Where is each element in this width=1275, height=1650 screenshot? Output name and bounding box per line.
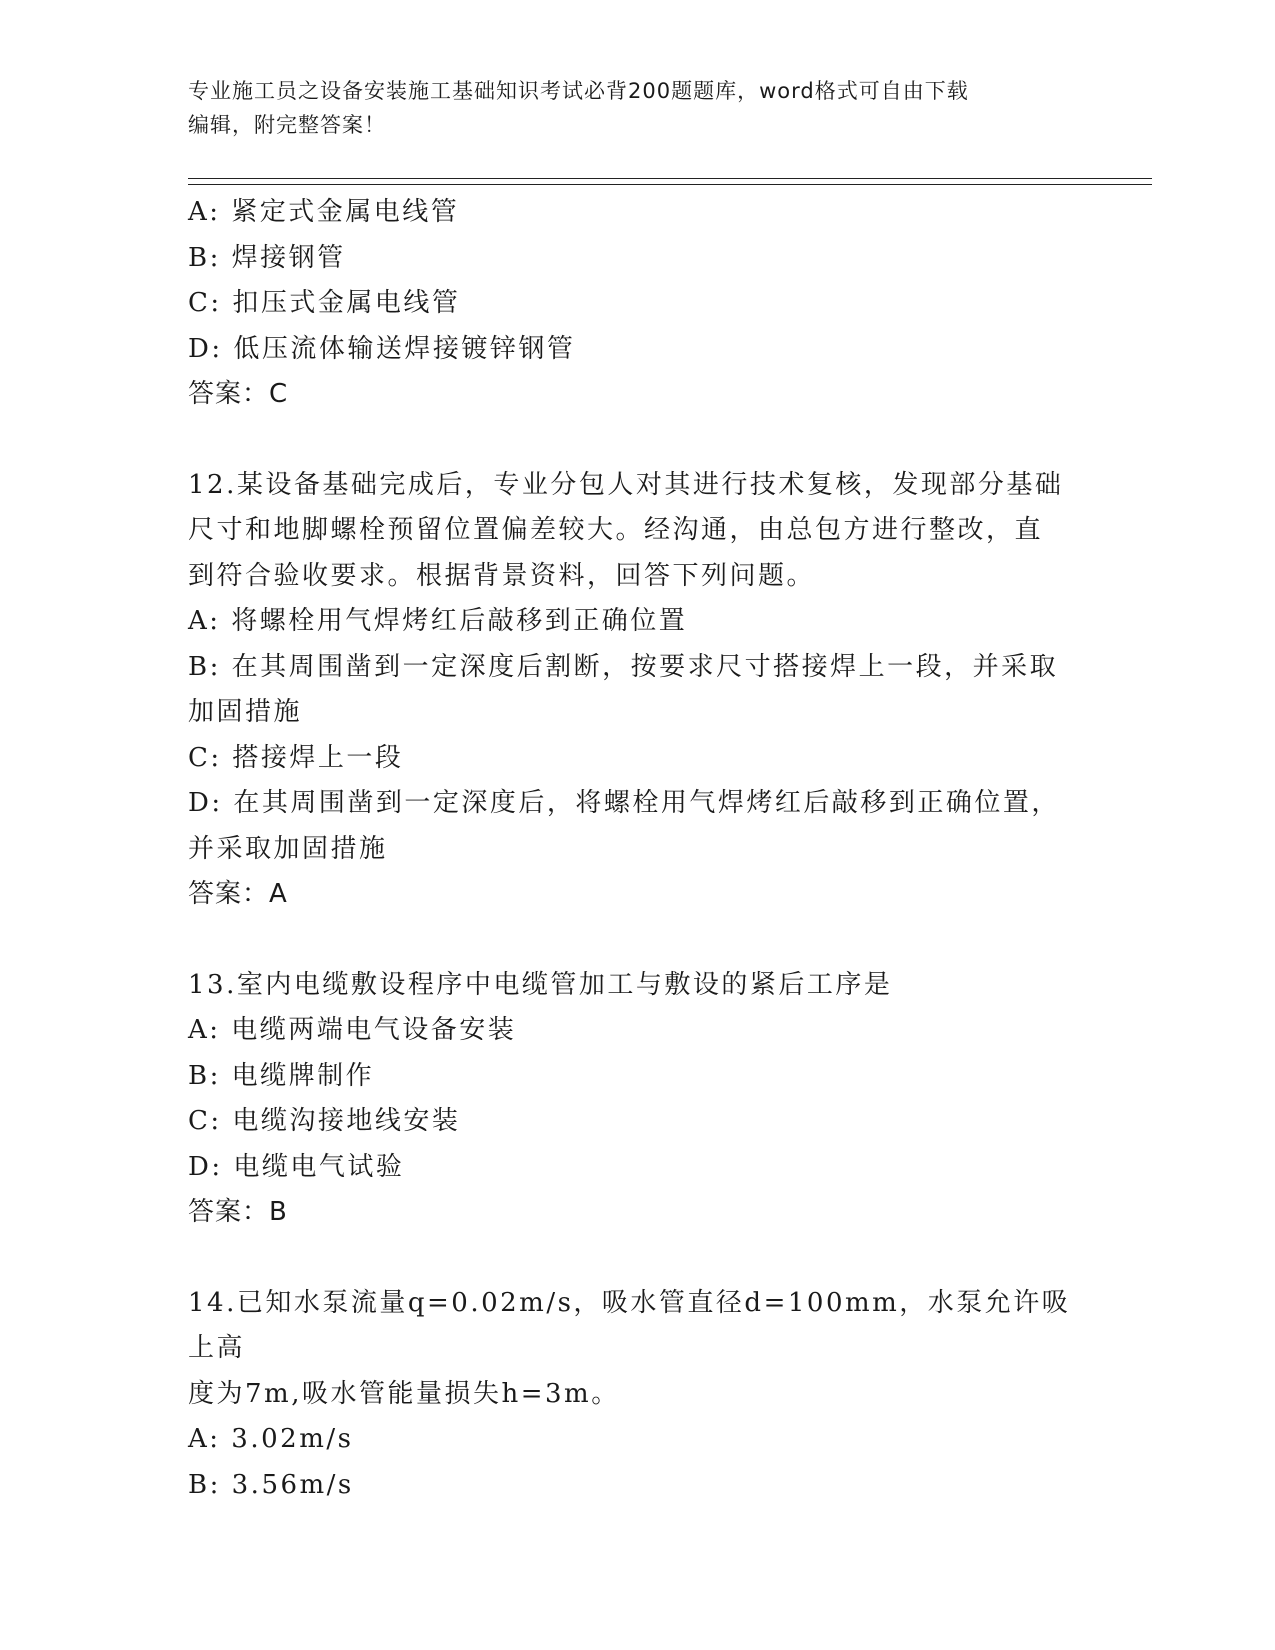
question-14 bbox=[188, 1281, 1088, 1509]
option-d: D: 在其周围凿到一定深度后，将螺栓用气焊烤红后敲移到正确位置， bbox=[188, 788, 1060, 818]
option-d: D: 低压流体输送焊接镀锌钢管 bbox=[188, 333, 576, 364]
answer: 答案：B bbox=[188, 1197, 288, 1227]
option-b: B: 3.56m/s bbox=[188, 1469, 354, 1500]
question-stem: 13.室内电缆敷设程序中电缆管加工与敷设的紧后工序是 bbox=[188, 969, 893, 1000]
option-c: C: 电缆沟接地线安装 bbox=[188, 1106, 461, 1136]
question-list bbox=[188, 190, 1088, 1508]
header-divider-bottom bbox=[188, 184, 1152, 185]
option-a: A: 3.02m/s bbox=[188, 1424, 354, 1454]
option-a: A: 将螺栓用气焊烤红后敲移到正确位置 bbox=[188, 606, 688, 636]
question-11 bbox=[188, 190, 1088, 418]
option-c: C: 扣压式金属电线管 bbox=[188, 288, 461, 318]
header-title-line-1: 专业施工员之设备安装施工基础知识考试必背200题题库，word格式可自由下载 bbox=[188, 79, 969, 103]
question-stem: 度为7m,吸水管能量损失h=3m。 bbox=[188, 1378, 620, 1409]
spacer bbox=[188, 418, 1088, 463]
option-b-continued: 加固措施 bbox=[188, 697, 303, 727]
header-divider-top bbox=[188, 178, 1152, 179]
option-b: B: 电缆牌制作 bbox=[188, 1060, 375, 1091]
answer: 答案：A bbox=[188, 879, 288, 909]
option-b: B: 焊接钢管 bbox=[188, 242, 346, 273]
option-b: B: 在其周围凿到一定深度后割断，按要求尺寸搭接焊上一段，并采取 bbox=[188, 651, 1059, 682]
header-title-line-2: 编辑，附完整答案！ bbox=[188, 113, 386, 137]
document-header bbox=[188, 74, 1088, 142]
question-13 bbox=[188, 963, 1088, 1236]
answer: 答案：C bbox=[188, 379, 289, 409]
question-stem: 尺寸和地脚螺栓预留位置偏差较大。经沟通，由总包方进行整改，直 bbox=[188, 515, 1044, 545]
option-c: C: 搭接焊上一段 bbox=[188, 742, 404, 773]
option-a: A: 紧定式金属电线管 bbox=[188, 197, 460, 227]
question-stem: 12.某设备基础完成后，专业分包人对其进行技术复核，发现部分基础 bbox=[188, 469, 1064, 500]
question-stem: 到符合验收要求。根据背景资料，回答下列问题。 bbox=[188, 560, 816, 591]
option-d: D: 电缆电气试验 bbox=[188, 1151, 405, 1182]
option-d-continued: 并采取加固措施 bbox=[188, 833, 388, 864]
question-stem: 14.已知水泵流量q=0.02m/s，吸水管直径d=100mm，水泵允许吸上高 bbox=[188, 1287, 1071, 1363]
question-12 bbox=[188, 463, 1088, 918]
spacer bbox=[188, 918, 1088, 963]
spacer bbox=[188, 1236, 1088, 1281]
option-a: A: 电缆两端电气设备安装 bbox=[188, 1015, 517, 1045]
